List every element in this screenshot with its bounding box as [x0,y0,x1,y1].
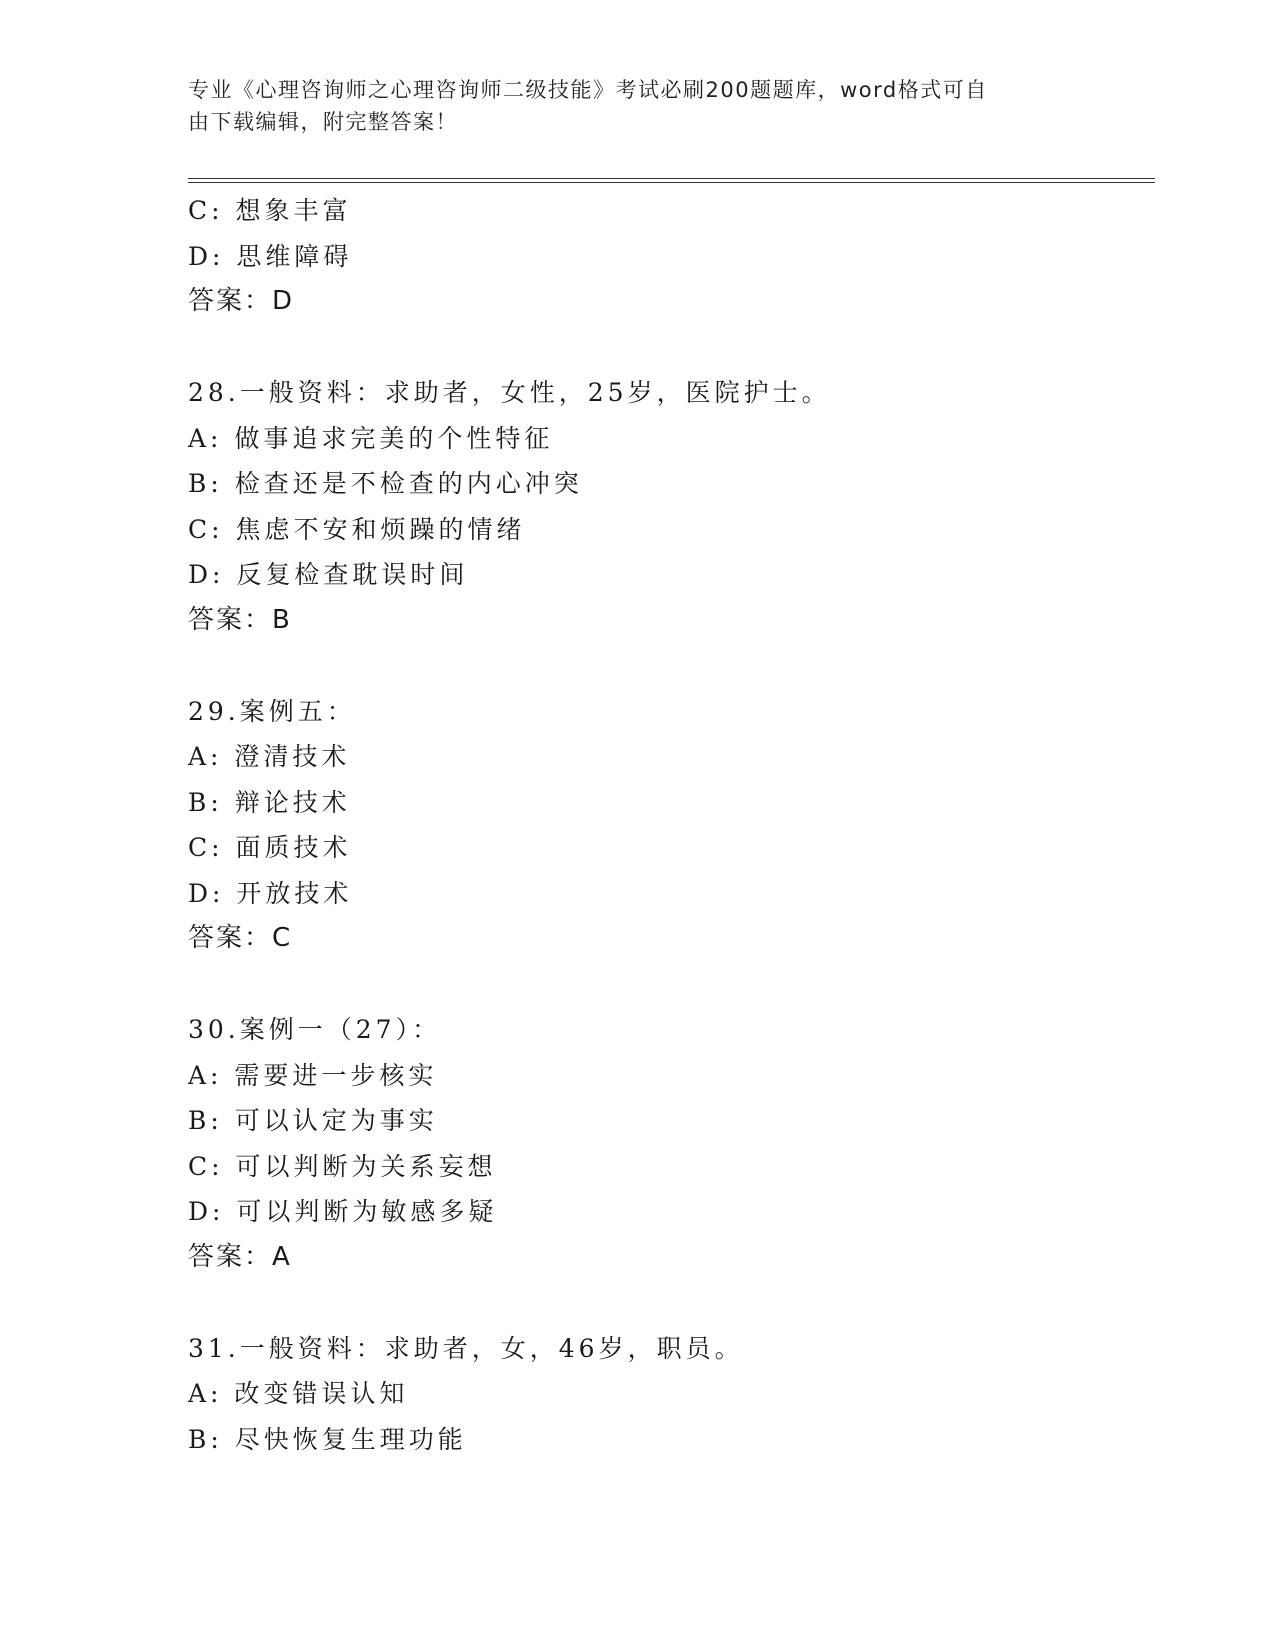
carryover-block [188,188,1148,325]
option-a: A: 做事追求完美的个性特征 [188,423,554,453]
header-line-1: 专业《心理咨询师之心理咨询师二级技能》考试必刷200题题库，word格式可自 [188,78,988,102]
option-c: C: 焦虑不安和烦躁的情绪 [188,514,526,544]
option-d: D: 思维障碍 [188,241,353,271]
option-b: B: 可以认定为事实 [188,1106,438,1135]
question-31 [188,1326,1148,1463]
option-c: C: 面质技术 [188,833,352,862]
option-b: B: 尽快恢复生理功能 [188,1424,467,1454]
header-divider [188,178,1155,183]
option-d: D: 可以判断为敏感多疑 [188,1197,498,1226]
question-stem: 31.一般资料：求助者，女，46岁，职员。 [188,1333,744,1363]
answer-line: 答案：A [188,1241,292,1272]
question-stem: 30.案例一（27）： [188,1015,442,1044]
option-d: D: 开放技术 [188,878,353,908]
answer-line: 答案：C [188,923,293,953]
option-a: A: 改变错误认知 [188,1379,409,1408]
option-c: C: 想象丰富 [188,196,352,225]
option-c: C: 可以判断为关系妄想 [188,1151,497,1181]
question-stem: 28.一般资料：求助者，女性，25岁，医院护士。 [188,378,831,407]
question-stem: 29.案例五： [188,696,356,726]
question-28 [188,370,1148,643]
option-d: D: 反复检查耽误时间 [188,560,469,589]
option-a: A: 需要进一步核实 [188,1060,438,1090]
question-list [188,188,1148,1462]
answer-line: 答案：B [188,604,292,635]
answer-line: 答案：D [188,286,295,316]
document-header [188,74,1068,138]
option-a: A: 澄清技术 [188,742,351,771]
option-b: B: 检查还是不检查的内心冲突 [188,469,583,498]
header-line-2: 由下载编辑，附完整答案！ [188,110,458,134]
option-b: B: 辩论技术 [188,787,351,817]
question-29 [188,689,1148,962]
question-30 [188,1007,1148,1280]
